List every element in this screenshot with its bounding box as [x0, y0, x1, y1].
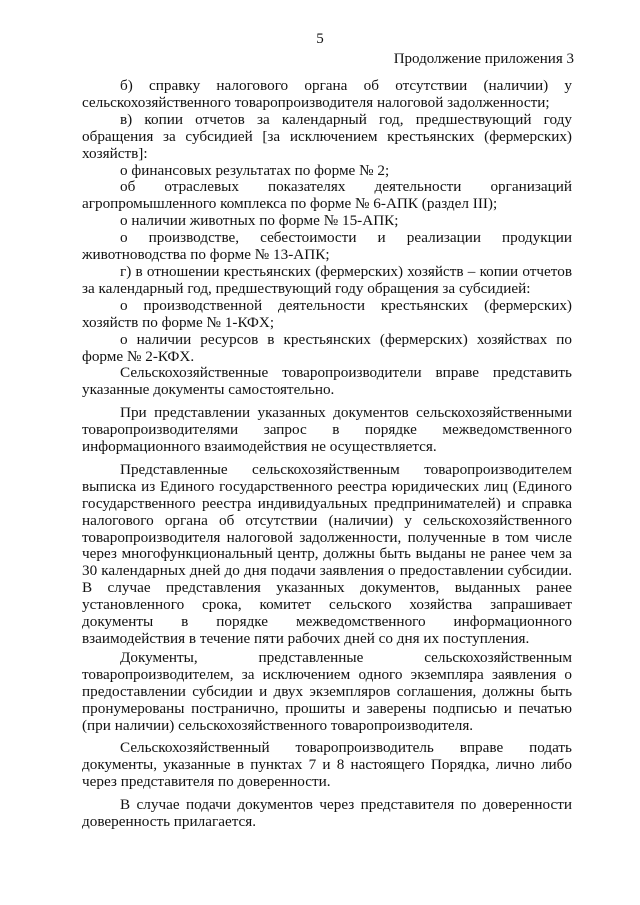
paragraph-power-of-attorney: В случае подачи документов через представителя по доверенности доверенность прилагается. — [82, 796, 572, 831]
paragraph-representative: Сельскохозяйственный товаропроизводитель вправе подать документы, указанные в пунктах 7 и 8 настоящего Порядка, лично либо через представителя по доверенности. — [82, 739, 572, 791]
paragraph-item-g: г) в отношении крестьянских (фермерских) хозяйств – копии отчетов за календарный год, предшествующий году обращения за субсидией: — [82, 262, 572, 297]
paragraph-livestock-production: о производстве, себестоимости и реализации продукции животноводства по форме № 13-АПК; — [82, 229, 572, 264]
paragraph-item-b: б) справку налогового органа об отсутствии (наличии) у сельскохозяйственного товаропроизводителя налоговой задолженности; — [82, 77, 572, 111]
paragraph-animals: о наличии животных по форме № 15-АПК; — [120, 212, 399, 230]
page-number: 5 — [316, 31, 324, 47]
paragraph-interagency-request: При представлении указанных документов сельскохозяйственными товаропроизводителями запрос в порядке межведомственного информационного взаимодействия не осуществляется. — [82, 404, 572, 456]
appendix-continuation-label: Продолжение приложения 3 — [393, 51, 574, 67]
document-body — [82, 78, 572, 831]
paragraph-extract-validity: Представленные сельскохозяйственным товаропроизводителем выписка из Единого государственного реестра юридических лиц (Единого государственного реестра индивидуальных предпринимателей) и справка налогового органа об отсутствии (наличии) у сельскохозяйственного товаропроизводителя налоговой задолженности, полученные в том числе через многофункциональный центр, должны быть выданы не ранее чем за 30 календарных дней до дня подачи заявления о предоставлении субсидии. В случае представления указанных документов, выданных ранее установленного срока, комитет сельского хозяйства запрашивает документы в порядке межведомственного информационного взаимодействия в течение пяти рабочих дней со дня их поступления. — [82, 460, 572, 647]
paragraph-item-v: в) копии отчетов за календарный год, предшествующий году обращения за субсидией [за исключением крестьянских (фермерских) хозяйств]: — [82, 110, 572, 162]
paragraph-kfh-resources: о наличии ресурсов в крестьянских (фермерских) хозяйствах по форме № 2-КФХ. — [82, 330, 572, 365]
paragraph-industry-indicators: об отраслевых показателях деятельности организаций агропромышленного комплекса по форме № 6-АПК (раздел III); — [82, 178, 572, 213]
paragraph-kfh-activity: о производственной деятельности крестьянских (фермерских) хозяйств по форме № 1-КФХ; — [82, 296, 572, 331]
paragraph-financial-results: о финансовых результатах по форме № 2; — [120, 161, 390, 179]
paragraph-self-submission: Сельскохозяйственные товаропроизводители вправе представить указанные документы самостоятельно. — [82, 364, 572, 399]
paragraph-document-binding: Документы, представленные сельскохозяйственным товаропроизводителем, за исключением одного экземпляра заявления о предоставлении субсидии и двух экземпляров соглашения, должны быть пронумерованы постранично, прошиты и заверены подписью и печатью (при наличии) сельскохозяйственного товаропроизводителя. — [82, 648, 572, 734]
